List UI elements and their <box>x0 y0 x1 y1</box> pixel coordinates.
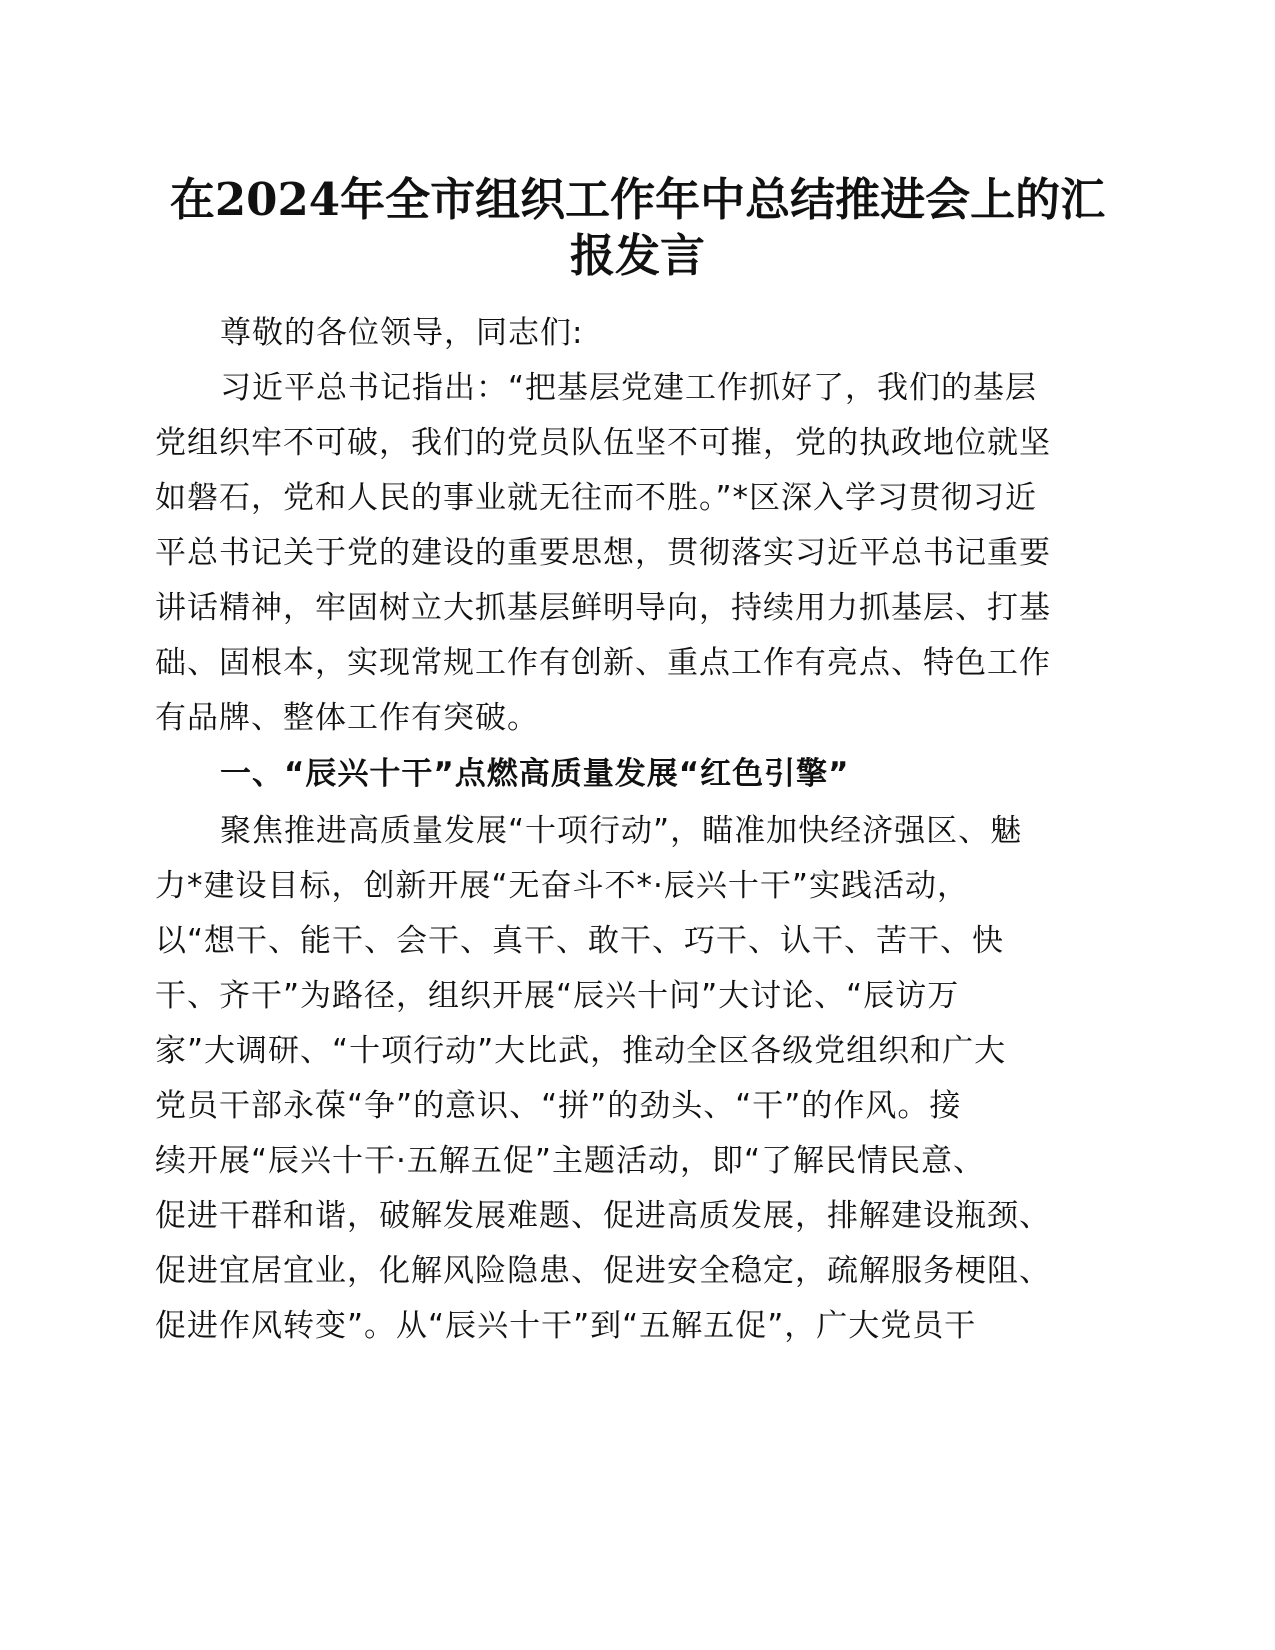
text-line: 党组织牢不可破，我们的党员队伍坚不可摧，党的执政地位就坚 <box>155 425 1051 461</box>
text-line: 干、齐干”为路径，组织开展“辰兴十问”大讨论、“辰访万 <box>155 978 960 1014</box>
title-line: 在2024年全市组织工作年中总结推进会上的汇 <box>169 173 1106 226</box>
text-line: 家”大调研、“十项行动”大比武，推动全区各级党组织和广大 <box>155 1033 1007 1069</box>
salutation: 尊敬的各位领导，同志们: <box>220 315 584 351</box>
text-line: 平总书记关于党的建设的重要思想，贯彻落实习近平总书记重要 <box>155 535 1051 571</box>
text-line: 党员干部永葆“争”的意识、“拼”的劲头、“干”的作风。接 <box>155 1088 962 1124</box>
title-line: 报发言 <box>569 229 705 282</box>
text-line: 促进干群和谐，破解发展难题、促进高质发展，排解建设瓶颈、 <box>155 1198 1051 1234</box>
document-title <box>140 172 1135 284</box>
section-heading: 一、“辰兴十干”点燃高质量发展“红色引擎” <box>220 756 850 792</box>
text-line: 以“想干、能干、会干、真干、敢干、巧干、认干、苦干、快 <box>155 923 1005 959</box>
text-line: 讲话精神，牢固树立大抓基层鲜明导向，持续用力抓基层、打基 <box>155 590 1051 626</box>
text-line: 力*建设目标，创新开展“无奋斗不*·辰兴十干”实践活动， <box>155 868 969 904</box>
text-line: 习近平总书记指出：“把基层党建工作抓好了，我们的基层 <box>220 370 1038 406</box>
text-line: 如磐石，党和人民的事业就无往而不胜。”*区深入学习贯彻习近 <box>155 480 1038 516</box>
text-line: 续开展“辰兴十干·五解五促”主题活动，即“了解民情民意、 <box>155 1143 986 1179</box>
text-line: 促进作风转变”。从“辰兴十干”到“五解五促”，广大党员干 <box>155 1308 977 1344</box>
text-line: 聚焦推进高质量发展“十项行动”，瞄准加快经济强区、魅 <box>220 813 1023 849</box>
text-line: 促进宜居宜业，化解风险隐患、促进安全稳定，疏解服务梗阻、 <box>155 1253 1051 1289</box>
text-line: 有品牌、整体工作有突破。 <box>155 700 539 736</box>
text-line: 础、固根本，实现常规工作有创新、重点工作有亮点、特色工作 <box>155 645 1051 681</box>
